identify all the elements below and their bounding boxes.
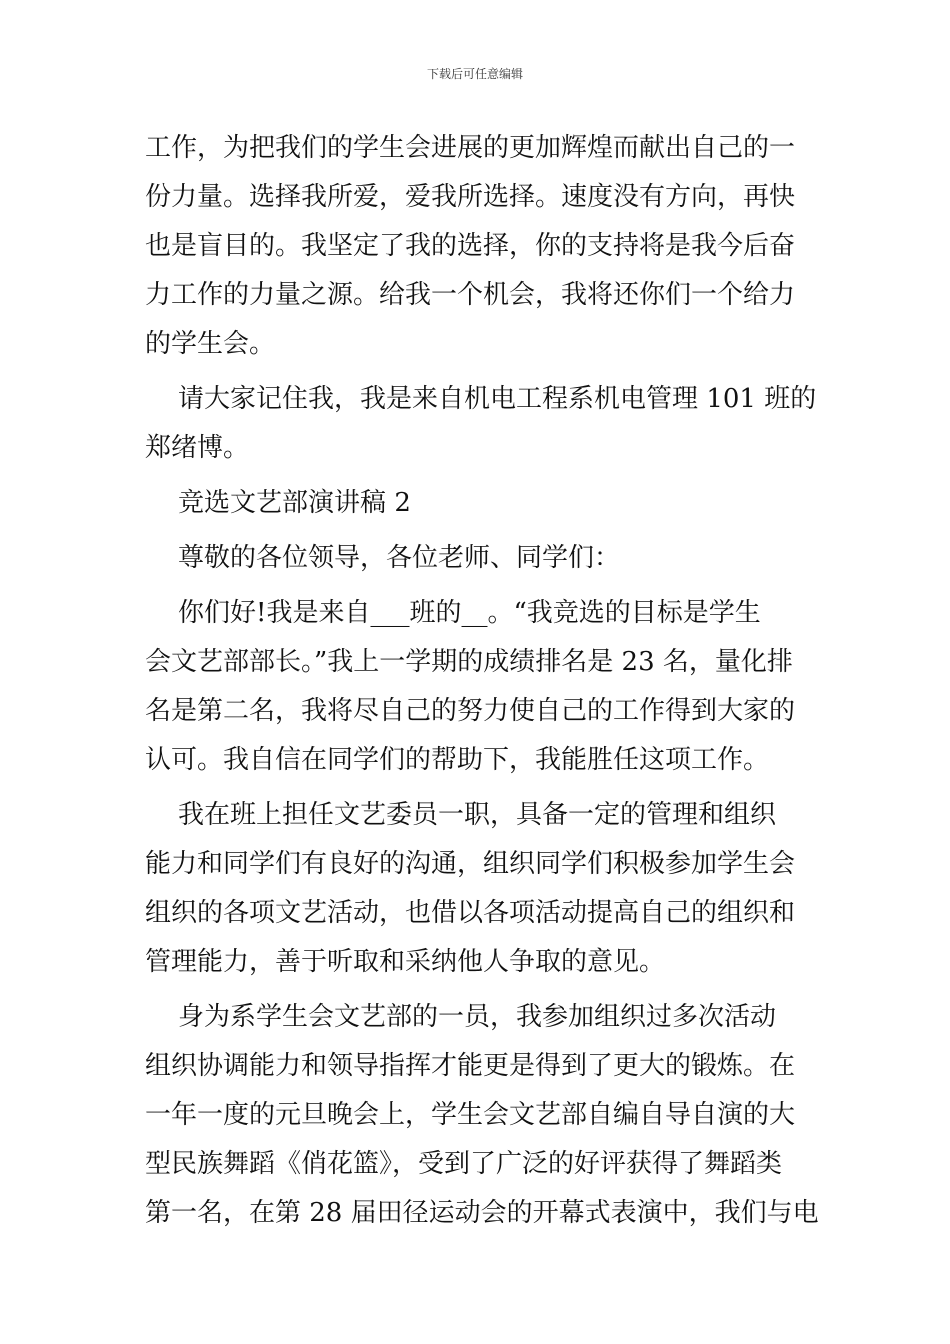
text-line: 一年一度的元旦晚会上，学生会文艺部自编自导自演的大 — [145, 1100, 796, 1130]
text-line: 名是第二名，我将尽自己的努力使自己的工作得到大家的 — [145, 696, 796, 726]
text-line: 的学生会。 — [145, 329, 276, 359]
document-body — [145, 124, 819, 1238]
text-line: 请大家记住我，我是来自机电工程系机电管理 101 班的 — [145, 384, 817, 414]
salutation: 尊敬的各位领导，各位老师、同学们： — [145, 543, 621, 573]
text-line: 能力和同学们有良好的沟通，组织同学们积极参加学生会 — [145, 849, 796, 879]
text-line: 组织的各项文艺活动，也借以各项活动提高自己的组织和 — [145, 898, 796, 928]
text-line: 你们好!我是来自___班的__。“我竞选的目标是学生 — [145, 598, 761, 628]
text-line: 也是盲目的。我坚定了我的选择，你的支持将是我今后奋 — [145, 231, 796, 261]
text-line: 份力量。选择我所爱，爱我所选择。速度没有方向，再快 — [145, 182, 796, 212]
text-line: 身为系学生会文艺部的一员，我参加组织过多次活动 — [145, 1002, 777, 1032]
text-line: 力工作的力量之源。给我一个机会，我将还你们一个给力 — [145, 280, 796, 310]
text-line: 我在班上担任文艺委员一职，具备一定的管理和组织 — [145, 800, 777, 830]
text-line: 型民族舞蹈《俏花篮》，受到了广泛的好评获得了舞蹈类 — [145, 1149, 783, 1179]
text-line: 会文艺部部长。”我上一学期的成绩排名是 23 名，量化排 — [145, 647, 793, 677]
section-title: 竞选文艺部演讲稿 2 — [145, 488, 411, 518]
text-line: 管理能力，善于听取和采纳他人争取的意见。 — [145, 947, 666, 977]
text-line: 认可。我自信在同学们的帮助下，我能胜任这项工作。 — [145, 745, 770, 775]
text-line: 第一名，在第 28 届田径运动会的开幕式表演中，我们与电 — [145, 1198, 819, 1228]
text-line: 组织协调能力和领导指挥才能更是得到了更大的锻炼。在 — [145, 1051, 796, 1081]
text-line: 郑绪博。 — [145, 433, 250, 463]
text-line: 工作，为把我们的学生会进展的更加辉煌而献出自己的一 — [145, 133, 796, 163]
page-header: 下载后可任意编辑 — [426, 67, 523, 81]
